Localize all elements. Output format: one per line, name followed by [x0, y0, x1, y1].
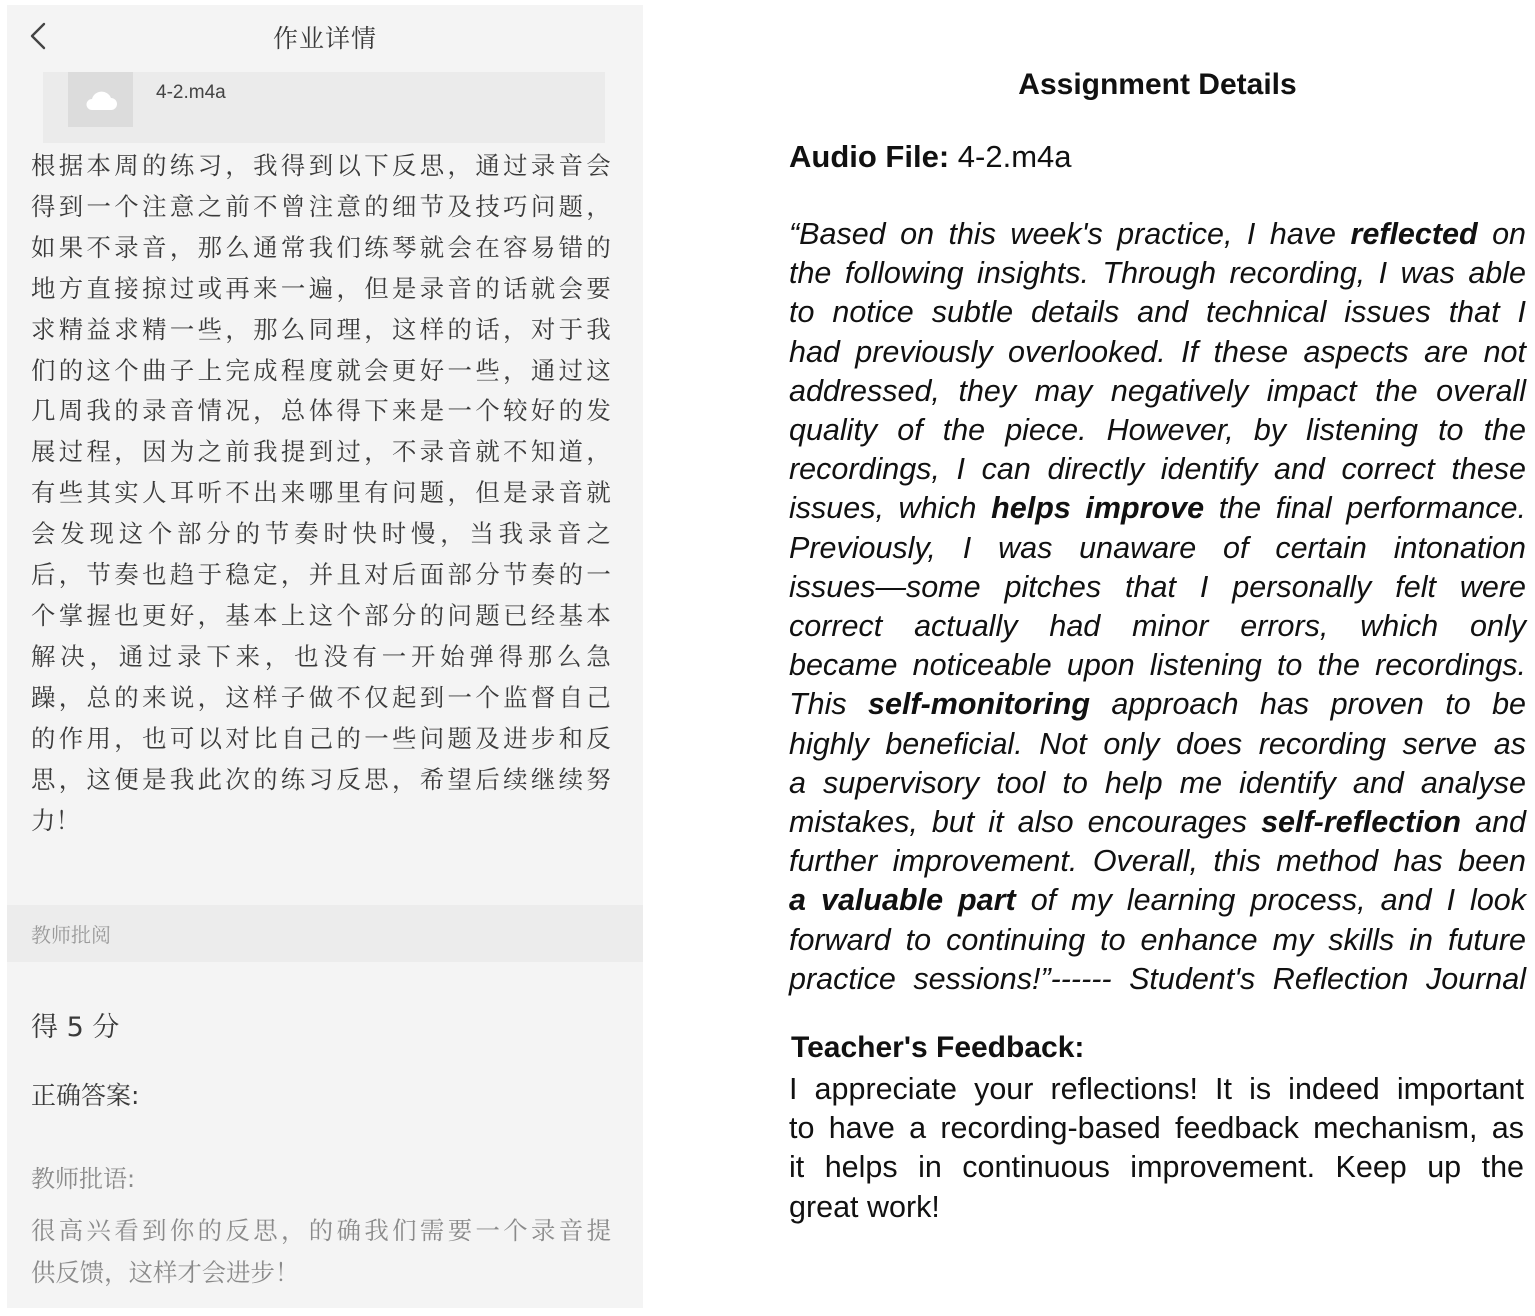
- audio-attachment[interactable]: [43, 72, 605, 143]
- text-line: 的作用，也可以对比自己的一些问题及进步和反: [31, 723, 611, 753]
- quote-line: [789, 607, 1526, 646]
- quote-line: [789, 881, 1526, 920]
- text-line: 会发现这个部分的节奏时快时慢，当我录音之: [31, 519, 611, 549]
- quote-line: [789, 725, 1526, 764]
- attachment-filename: 4-2.m4a: [156, 82, 226, 103]
- attachment-thumbnail: [68, 72, 133, 127]
- quote-line: [789, 293, 1526, 332]
- emphasis-text: self-reflection: [1261, 805, 1462, 840]
- reflection-quote: [789, 215, 1526, 999]
- quote-line: [789, 568, 1526, 607]
- nav-bar: [7, 5, 643, 67]
- audio-file-value: 4-2.m4a: [957, 139, 1072, 174]
- student-reflection-text: [31, 146, 611, 841]
- quote-text: of my learning process, and I look: [1015, 883, 1527, 918]
- quote-line: [789, 333, 1526, 372]
- quote-text: and: [1461, 805, 1526, 840]
- quote-line: [789, 215, 1526, 254]
- text-line: 有些其实人耳听不出来哪里有问题，但是录音就: [31, 478, 611, 508]
- text-line: I appreciate your reflections! It is indeed important: [789, 1072, 1524, 1106]
- quote-line: [789, 529, 1526, 568]
- text-line: 思，这便是我此次的练习反思，希望后续继续努: [31, 764, 611, 794]
- cloud-icon: [84, 89, 118, 111]
- quote-text: on: [1477, 217, 1527, 251]
- text-line: to have a recording-based feedback mechanism, as: [789, 1111, 1524, 1146]
- text-line: 个掌握也更好，基本上这个部分的问题已经基本: [31, 600, 611, 630]
- text-line: 躁，总的来说，这样子做不仅起到一个监督自己: [31, 682, 611, 712]
- quote-text: issues, which: [789, 491, 992, 526]
- quote-text: further improvement. Overall, this method has been: [789, 844, 1526, 879]
- quote-text: the following insights. Through recording, I was able: [789, 256, 1526, 291]
- teacher-comment-label: 教师批语:: [31, 1165, 136, 1193]
- emphasis-text: helps improve: [991, 491, 1205, 526]
- quote-line: [789, 450, 1526, 489]
- quote-text: recordings, I can directly identify and correct these: [789, 452, 1526, 487]
- teacher-comment-text: [31, 1210, 611, 1294]
- quote-line: [789, 921, 1526, 960]
- quote-text: addressed, they may negatively impact the overall: [789, 373, 1526, 408]
- quote-line: [789, 685, 1526, 724]
- quote-text: “Based on this week's practice, I have: [789, 217, 1351, 251]
- correct-answer-label: 正确答案:: [31, 1081, 140, 1110]
- quote-line: [789, 960, 1526, 999]
- assignment-detail-screen: [7, 5, 643, 1308]
- text-line: 根据本周的练习，我得到以下反思，通过录音会: [31, 151, 611, 180]
- text-line: 解决，通过录下来，也没有一开始弹得那么急: [31, 641, 611, 671]
- quote-text: to notice subtle details and technical issues that I: [789, 295, 1526, 330]
- document-title: Assignment Details: [1018, 68, 1297, 101]
- quote-text: Previously, I was unaware of certain intonation: [789, 530, 1526, 565]
- quote-line: [789, 803, 1526, 842]
- audio-file-line: [789, 139, 1072, 175]
- audio-file-label: Audio File:: [789, 139, 950, 174]
- text-line: it helps in continuous improvement. Keep up the: [789, 1150, 1524, 1185]
- quote-text: practice sessions!”------ Student's Reflection Journal: [789, 961, 1526, 996]
- quote-line: [789, 646, 1526, 685]
- text-line: 如果不录音，那么通常我们练琴就会在容易错的: [31, 232, 611, 262]
- quote-text: became noticeable upon listening to the recordings.: [789, 648, 1526, 683]
- quote-text: quality of the piece. However, by listening to the: [789, 413, 1526, 448]
- page-title: 作业详情: [272, 24, 377, 53]
- text-line: 求精益求精一些，那么同理，这样的话，对于我: [31, 314, 611, 344]
- text-line: 力！: [31, 805, 81, 835]
- text-line: 后，节奏也趋于稳定，并且对后面部分节奏的一: [31, 560, 611, 590]
- quote-line: [789, 842, 1526, 881]
- teacher-review-section-header: [7, 905, 643, 962]
- quote-text: issues—some pitches that I personally felt were: [789, 569, 1526, 604]
- quote-line: [789, 372, 1526, 411]
- text-line: 得到一个注意之前不曾注意的细节及技巧问题，: [31, 191, 611, 221]
- quote-text: mistakes, but it also encourages: [789, 805, 1262, 840]
- quote-line: [789, 489, 1526, 528]
- feedback-title: Teacher's Feedback:: [791, 1031, 1085, 1064]
- text-line: 们的这个曲子上完成程度就会更好一些，通过这: [31, 355, 611, 385]
- text-line: 供反馈，这样才会进步！: [31, 1258, 300, 1287]
- quote-text: highly beneficial. Not only does recording serve as: [789, 726, 1526, 761]
- quote-line: [789, 764, 1526, 803]
- quote-text: had previously overlooked. If these aspects are not: [789, 334, 1526, 369]
- quote-text: correct actually had minor errors, which only: [789, 609, 1526, 644]
- text-line: great work!: [789, 1189, 940, 1224]
- quote-line: [789, 254, 1526, 293]
- quote-text: the final performance.: [1204, 491, 1526, 526]
- score: 得 5 分: [31, 1012, 120, 1043]
- text-line: 几周我的录音情况，总体得下来是一个较好的发: [31, 396, 611, 426]
- emphasis-text: reflected: [1350, 217, 1478, 251]
- quote-text: This: [789, 687, 869, 722]
- quote-text: a supervisory tool to help me identify and analyse: [789, 765, 1526, 800]
- emphasis-text: self-monitoring: [868, 687, 1090, 722]
- text-line: 展过程，因为之前我提到过，不录音就不知道，: [31, 437, 611, 467]
- text-line: 地方直接掠过或再来一遍，但是录音的话就会要: [31, 273, 611, 303]
- quote-text: approach has proven to be: [1090, 687, 1526, 722]
- emphasis-text: a valuable part: [789, 883, 1016, 918]
- feedback-text: [789, 1070, 1524, 1227]
- text-line: 很高兴看到你的反思，的确我们需要一个录音提: [31, 1216, 611, 1245]
- section-label: 教师批阅: [31, 923, 111, 947]
- quote-text: forward to continuing to enhance my skills in future: [789, 922, 1526, 957]
- quote-line: [789, 411, 1526, 450]
